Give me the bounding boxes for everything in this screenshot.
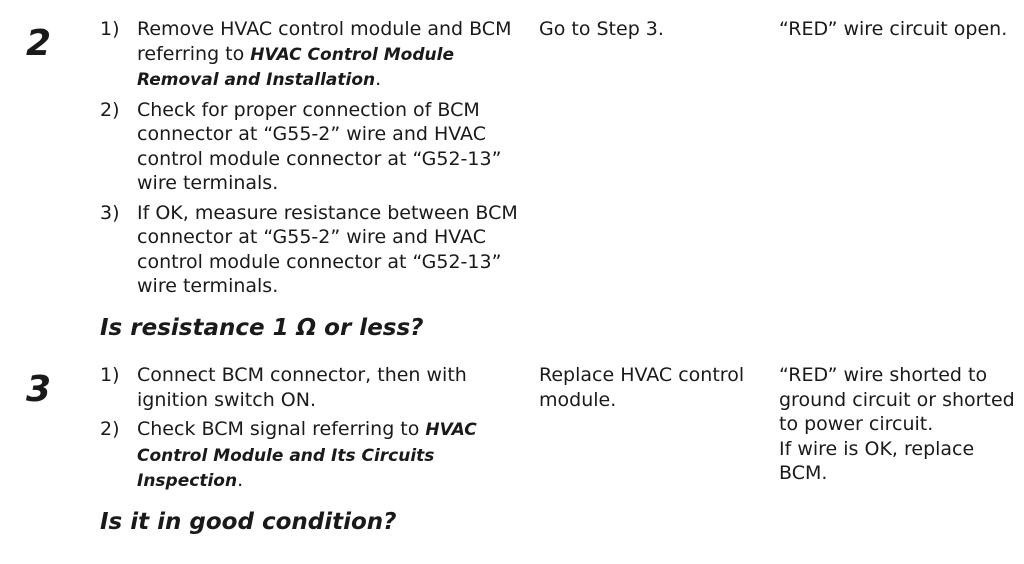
- item-number: 1): [100, 18, 120, 40]
- step-3-question: Is it in good condition?: [100, 509, 397, 535]
- no-action-line: “RED” wire circuit open.: [779, 18, 1008, 40]
- list-item: [100, 363, 520, 412]
- item-text: [137, 17, 520, 93]
- item-text: Check for proper connection of BCM connector at “G55-2” wire and HVAC control module connector at “G52-13” wire terminals.: [137, 98, 502, 194]
- section-reference: HVAC Control Module Removal and Installation: [137, 44, 454, 90]
- step-2-question: Is resistance 1 Ω or less?: [100, 315, 424, 341]
- list-item: [100, 98, 520, 196]
- item-number: 2): [100, 418, 120, 440]
- no-action-line: If wire is OK, replace BCM.: [779, 437, 975, 484]
- item-text: [137, 417, 520, 494]
- step-2-yes-action: Go to Step 3.: [539, 18, 664, 40]
- no-action-line: “RED” wire shorted to ground circuit or shorted to power circuit.: [779, 364, 1015, 435]
- item-text-body: Check BCM signal referring to: [137, 418, 426, 440]
- list-item: [100, 417, 520, 494]
- step-number: 2: [26, 23, 52, 64]
- item-number: 3): [100, 201, 120, 224]
- item-text-body: Remove HVAC control module and BCM referring to: [137, 18, 512, 65]
- step-2-no-action: [779, 17, 1019, 42]
- item-text: If OK, measure resistance between BCM connector at “G55-2” wire and HVAC control module connector at “G52-13” wire terminals.: [137, 201, 518, 297]
- item-suffix: .: [375, 68, 382, 90]
- step-number: 3: [26, 369, 52, 410]
- step-3-instructions: [100, 363, 520, 499]
- section-reference: HVAC Control Module and Its Circuits Inspection: [137, 420, 477, 491]
- list-item: [100, 17, 520, 93]
- item-suffix: .: [237, 469, 244, 491]
- step-2-instructions: [100, 17, 520, 304]
- item-text: Connect BCM connector, then with ignition switch ON.: [137, 364, 467, 411]
- step-3-no-action: [779, 363, 1019, 486]
- list-item: [100, 201, 520, 299]
- item-number: 2): [100, 98, 120, 121]
- step-3-yes-action: Replace HVAC control module.: [539, 364, 745, 411]
- item-number: 1): [100, 364, 120, 386]
